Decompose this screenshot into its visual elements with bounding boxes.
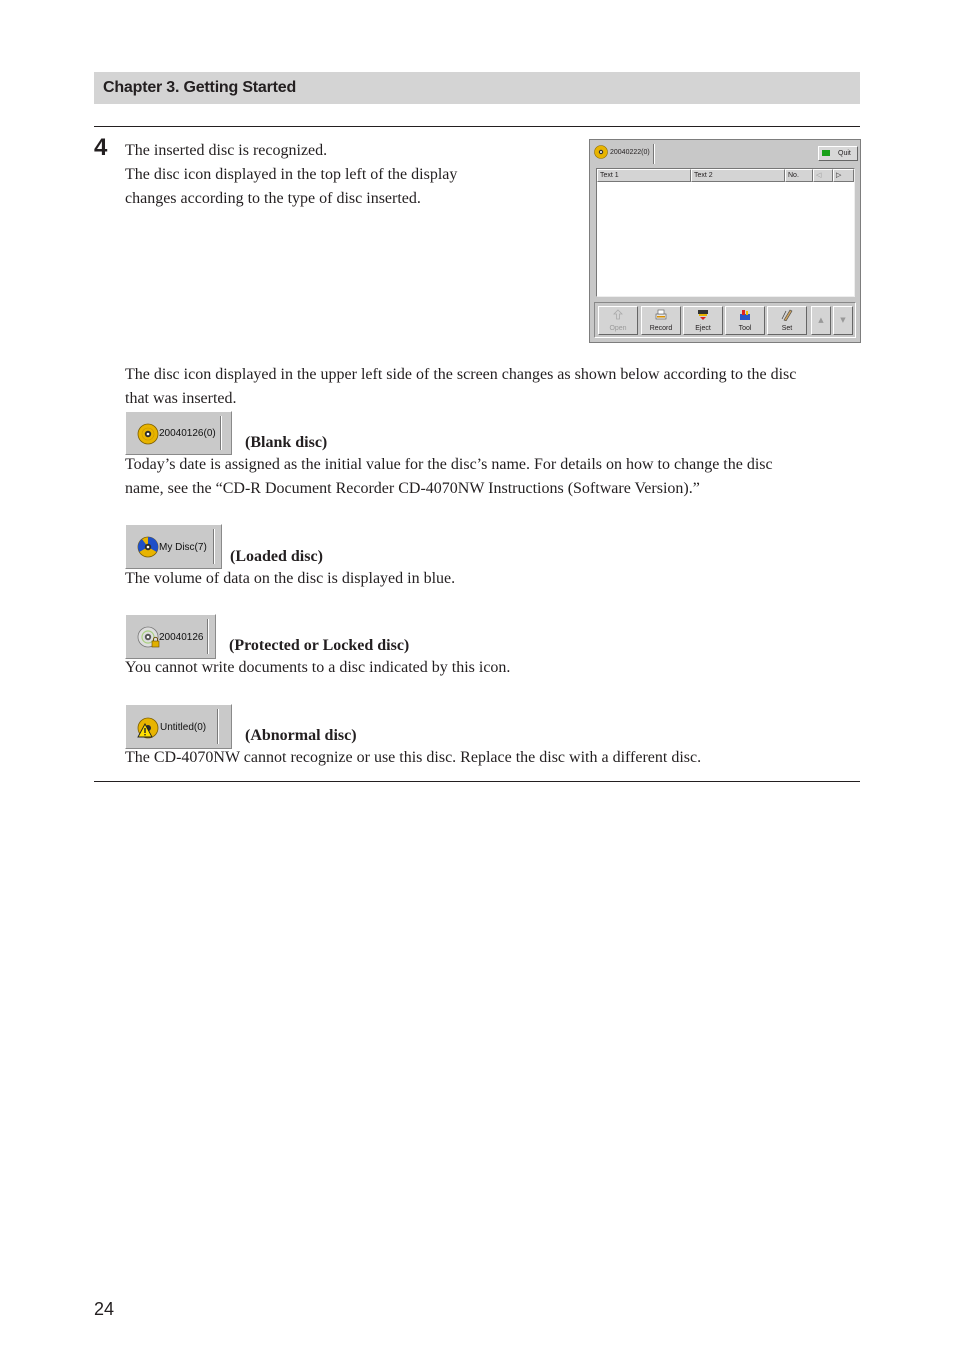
abnormal-disc-label: Untitled(0) — [160, 722, 207, 733]
blank-disc-icon — [137, 423, 159, 445]
column-header-no[interactable]: No. — [785, 169, 813, 182]
open-icon — [612, 309, 624, 321]
record-label: Record — [649, 325, 673, 332]
panel-separator — [207, 619, 209, 654]
eject-icon — [697, 309, 709, 321]
abnormal-disc-desc: The CD-4070NW cannot recognize or use this disc. Replace the disc with a different disc. — [125, 749, 702, 766]
eject-button[interactable] — [683, 306, 723, 335]
printer-icon — [655, 309, 667, 321]
disc-name-label: 20040222(0) — [610, 149, 650, 156]
set-button[interactable] — [767, 306, 807, 335]
step-text-line-3: changes according to the type of disc inserted. — [125, 190, 421, 207]
chapter-title: Chapter 3. Getting Started — [103, 79, 297, 96]
abnormal-disc-panel — [125, 704, 232, 749]
protected-disc-label: 20040126 — [159, 632, 204, 643]
loaded-disc-desc: The volume of data on the disc is displayed in blue. — [125, 570, 456, 587]
blank-disc-label: 20040126(0) — [159, 428, 216, 439]
flag-icon — [822, 150, 830, 156]
locked-disc-icon — [137, 626, 161, 650]
blank-disc-desc-2: name, see the “CD-R Document Recorder CD-4070NW Instructions (Software Version).” — [125, 480, 700, 497]
scroll-down-button[interactable]: ▼ — [833, 306, 853, 335]
blank-disc-desc-1: Today’s date is assigned as the initial value for the disc’s name. For details on how to change the disc — [125, 456, 773, 473]
toolbox-icon — [739, 309, 751, 321]
panel-separator — [213, 529, 215, 564]
protected-disc-title: (Protected or Locked disc) — [229, 637, 410, 654]
quit-label: Quit — [838, 150, 851, 157]
tool-label: Tool — [738, 325, 752, 332]
intro-line-1: The disc icon displayed in the upper left side of the screen changes as shown below according to the disc — [125, 366, 797, 383]
document-list[interactable] — [596, 168, 855, 297]
blank-disc-panel — [125, 411, 232, 455]
warning-disc-icon — [136, 716, 160, 740]
app-screenshot — [589, 139, 861, 343]
eject-label: Eject — [695, 325, 711, 332]
scroll-left-button[interactable]: ◁ — [813, 169, 833, 182]
loaded-disc-label: My Disc(7) — [159, 542, 207, 553]
protected-disc-desc: You cannot write documents to a disc indicated by this icon. — [125, 659, 511, 676]
column-header-text1[interactable]: Text 1 — [597, 169, 691, 182]
open-label: Open — [609, 325, 627, 332]
blank-disc-title: (Blank disc) — [245, 434, 328, 451]
record-button[interactable] — [641, 306, 681, 335]
panel-separator — [220, 416, 222, 450]
top-divider — [94, 126, 860, 127]
set-label: Set — [781, 325, 793, 332]
loaded-disc-title: (Loaded disc) — [230, 548, 323, 565]
open-button[interactable] — [598, 306, 638, 335]
panel-separator — [217, 709, 219, 744]
step-text-line-2: The disc icon displayed in the top left of the display — [125, 166, 458, 183]
scroll-up-button[interactable]: ▲ — [811, 306, 831, 335]
intro-line-2: that was inserted. — [125, 390, 237, 407]
pencil-icon — [781, 309, 793, 321]
abnormal-disc-title: (Abnormal disc) — [245, 727, 357, 744]
blank-disc-icon — [594, 145, 608, 159]
bottom-divider — [94, 781, 860, 782]
toolbar — [594, 302, 856, 338]
quit-button[interactable] — [818, 146, 858, 161]
step-number: 4 — [94, 134, 108, 161]
loaded-disc-panel — [125, 524, 222, 569]
title-separator — [653, 144, 655, 164]
page-number: 24 — [94, 1299, 115, 1319]
chapter-header — [94, 72, 860, 104]
loaded-disc-icon — [137, 536, 159, 558]
tool-button[interactable] — [725, 306, 765, 335]
scroll-right-button[interactable]: ▷ — [833, 169, 854, 182]
column-header-text2[interactable]: Text 2 — [691, 169, 785, 182]
protected-disc-panel — [125, 614, 216, 659]
step-text-line-1: The inserted disc is recognized. — [125, 142, 328, 159]
